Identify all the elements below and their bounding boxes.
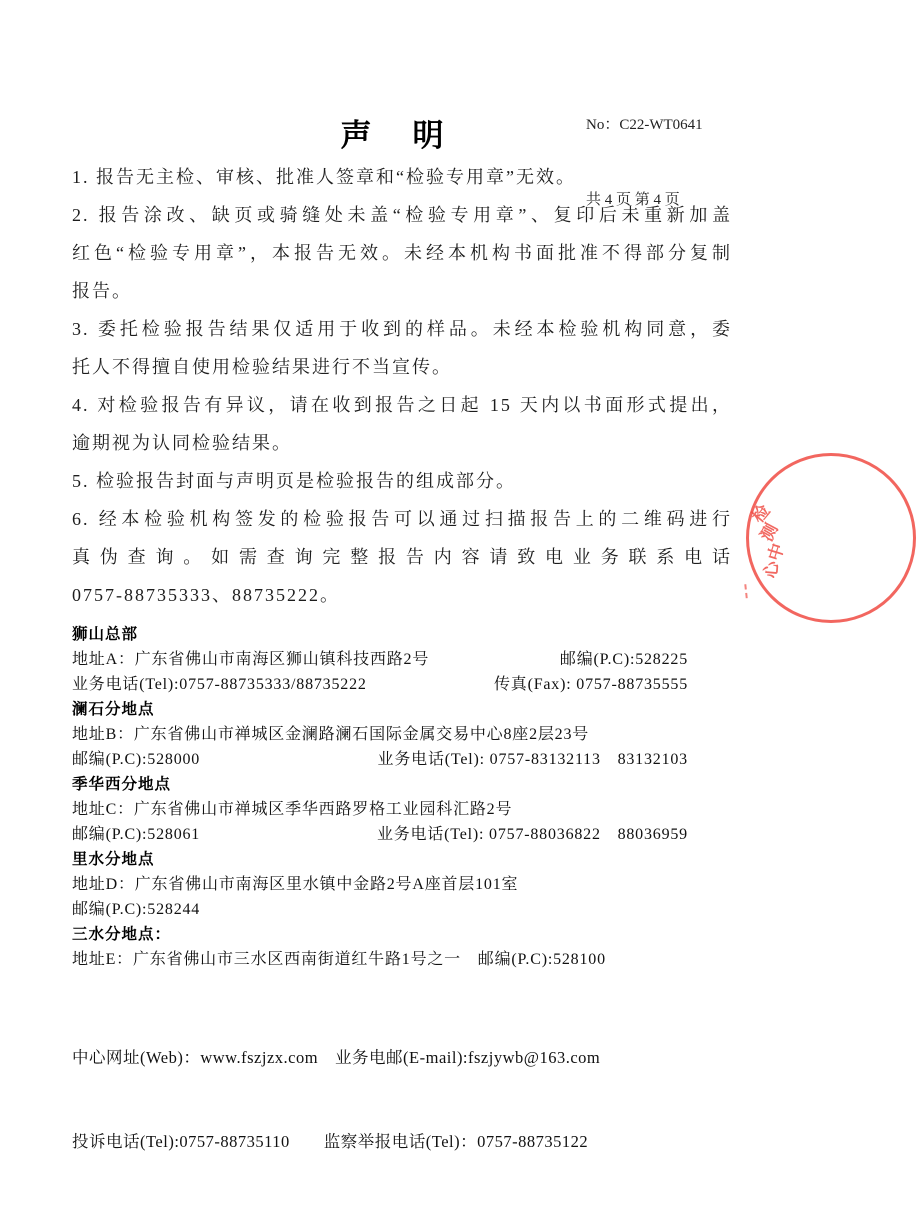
office-jihuaxi-branch xyxy=(72,772,688,847)
statements-section xyxy=(72,158,732,614)
postal-code-text: 邮编(P.C):528225 xyxy=(559,651,688,668)
offices-section xyxy=(72,622,688,972)
stamp-character: 检 xyxy=(748,501,774,527)
postal-code-text: 邮编(P.C):528061 xyxy=(72,826,201,843)
statement-line: 3. 委托检验报告结果仅适用于收到的样品。未经本检验机构同意，委 xyxy=(72,319,732,339)
stamp-character: 心 xyxy=(761,560,782,579)
statement-line: 5. 检验报告封面与声明页是检验报告的组成部分。 xyxy=(72,471,516,491)
office-address-line xyxy=(72,722,688,747)
fax-text: 传真(Fax): 0757-88735555 xyxy=(493,676,688,693)
statement-item-2 xyxy=(72,196,732,310)
phone-text: 业务电话(Tel): 0757-83132113 83132103 xyxy=(377,751,688,768)
footer-contacts xyxy=(72,988,732,1212)
stamp-character: 中 xyxy=(764,541,788,563)
statement-line: 托人不得擅自使用检验结果进行不当宣传。 xyxy=(72,357,452,377)
stamp-ring-icon xyxy=(746,453,916,623)
office-phone-line xyxy=(72,672,688,697)
statement-line: 2. 报告涂改、缺页或骑缝处未盖“检验专用章”、复印后未重新加盖 xyxy=(72,205,732,225)
statement-line: 报告。 xyxy=(72,281,132,301)
stamp-character: 测 xyxy=(756,520,782,545)
office-phone-line xyxy=(72,747,688,772)
office-address-line xyxy=(72,947,688,972)
address-text: 地址A：广东省佛山市南海区狮山镇科技西路2号 xyxy=(72,651,430,668)
statement-line: 4. 对检验报告有异议，请在收到报告之日起 15 天内以书面形式提出， xyxy=(72,395,732,415)
office-lishui-branch xyxy=(72,847,688,922)
office-name: 澜石分地点 xyxy=(72,701,155,718)
office-name: 里水分地点 xyxy=(72,851,155,868)
office-address-line xyxy=(72,647,688,672)
statement-line: 真伪查询。如需查询完整报告内容请致电业务联系电话 xyxy=(72,547,732,567)
office-shishan-hq xyxy=(72,622,688,697)
office-address-line xyxy=(72,872,688,897)
statement-item-6 xyxy=(72,500,732,614)
report-number: No：C22-WT0641 xyxy=(586,117,703,133)
page-count: 共 4 页 第 4 页 xyxy=(586,192,680,208)
address-text: 地址C：广东省佛山市禅城区季华西路罗格工业园科汇路2号 xyxy=(72,801,513,818)
statement-line: 6. 经本检验机构签发的检验报告可以通过扫描报告上的二维码进行 xyxy=(72,509,732,529)
office-lanshi-branch xyxy=(72,697,688,772)
statement-line: 0757-88735333、88735222。 xyxy=(72,585,340,605)
phone-text: 业务电话(Tel): 0757-88036822 88036959 xyxy=(376,826,688,843)
office-name: 三水分地点： xyxy=(72,926,172,943)
office-phone-line xyxy=(72,822,688,847)
statement-line: 红色“检验专用章”，本报告无效。未经本机构书面批准不得部分复制 xyxy=(72,243,732,263)
office-name: 狮山总部 xyxy=(72,626,139,643)
address-text: 地址B：广东省佛山市禅城区金澜路澜石国际金属交易中心8座2层23号 xyxy=(72,726,590,743)
office-name: 季华西分地点 xyxy=(72,776,172,793)
phone-text: 业务电话(Tel):0757-88735333/88735222 xyxy=(72,676,367,693)
statement-line: 逾期视为认同检验结果。 xyxy=(72,433,292,453)
office-sanshui-branch xyxy=(72,922,688,972)
address-text: 地址D：广东省佛山市南海区里水镇中金路2号A座首层101室 xyxy=(72,876,519,893)
page-title: 声 明 xyxy=(340,118,449,153)
postal-code-text: 邮编(P.C):528244 xyxy=(72,901,201,918)
office-address-line xyxy=(72,797,688,822)
statement-line: 1. 报告无主检、审核、批准人签章和“检验专用章”无效。 xyxy=(72,167,576,187)
office-postal-line xyxy=(72,897,688,922)
statement-item-5 xyxy=(72,462,732,500)
footer-phone-line: 投诉电话(Tel):0757-88735110 监察举报电话(Tel)：0757-88735122 xyxy=(72,1132,589,1151)
address-text: 地址E：广东省佛山市三水区西南街道红牛路1号之一 邮编(P.C):528100 xyxy=(72,951,606,968)
postal-code-text: 邮编(P.C):528000 xyxy=(72,751,201,768)
footer-web-email-line: 中心网址(Web)：www.fszjzx.com 业务电邮(E-mail):fszjywb@163.com xyxy=(72,1048,601,1067)
statement-item-1 xyxy=(72,158,732,196)
stamp-smudge-mark xyxy=(744,584,751,599)
statement-item-4 xyxy=(72,386,732,462)
statement-item-3 xyxy=(72,310,732,386)
